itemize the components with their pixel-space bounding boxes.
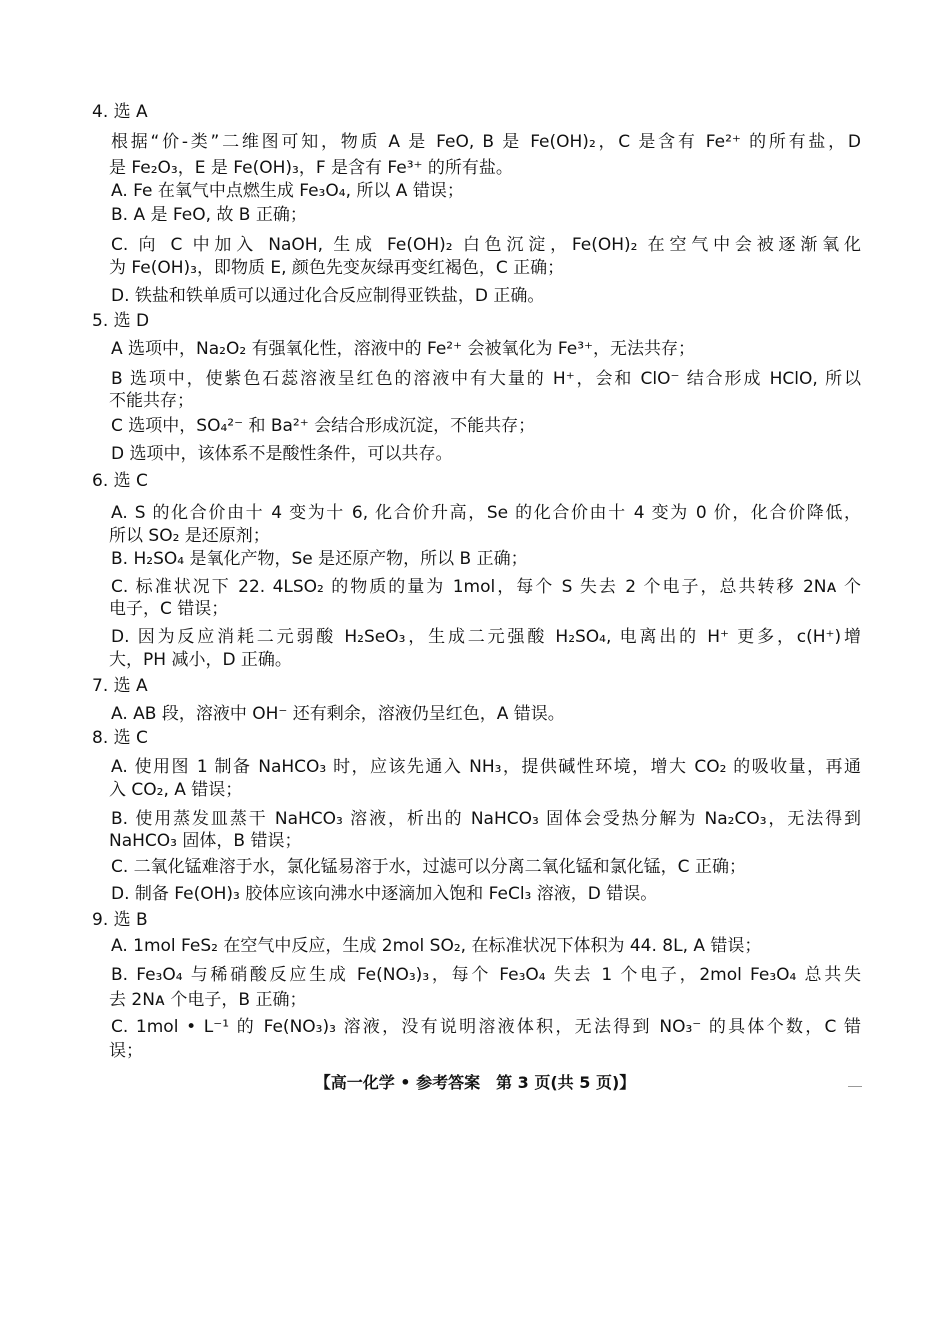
answer-9-option-b: B. Fe₃O₄ 与稀硝酸反应生成 Fe(NO₃)₃，每个 Fe₃O₄ 失去 1 个电子，2mol Fe₃O₄ 总共失	[111, 965, 861, 985]
answer-4-option-a: A. Fe 在氧气中点燃生成 Fe₃O₄, 所以 A 错误；	[111, 181, 464, 201]
answer-4-line: 为 Fe(OH)₃，即物质 E, 颜色先变灰绿再变红褐色，C 正确；	[109, 258, 565, 278]
answer-4-option-d: D. 铁盐和铁单质可以通过化合反应制得亚铁盐，D 正确。	[111, 286, 545, 306]
answer-5-line: C 选项中，SO₄²⁻ 和 Ba²⁺ 会结合形成沉淀，不能共存；	[111, 416, 536, 436]
answer-6-option-c: C. 标准状况下 22. 4LSO₂ 的物质的量为 1mol，每个 S 失去 2 个电子，总共转移 2Nᴀ 个	[111, 577, 861, 597]
answer-5-line: 不能共存；	[109, 391, 194, 411]
answer-8-option-c: C. 二氧化锰难溶于水，氯化锰易溶于水，过滤可以分离二氧化锰和氯化锰，C 正确；	[111, 857, 746, 877]
answer-8-heading: 8. 选 C	[92, 728, 148, 748]
answer-4-option-b: B. A 是 FeO, 故 B 正确；	[111, 205, 307, 225]
answer-9-option-c: C. 1mol • L⁻¹ 的 Fe(NO₃)₃ 溶液，没有说明溶液体积，无法得到 NO₃⁻ 的具体个数，C 错	[111, 1017, 861, 1037]
answer-8-line: 入 CO₂, A 错误；	[109, 780, 243, 800]
answer-4-option-c: C. 向 C 中加入 NaOH, 生成 Fe(OH)₂ 白色沉淀，Fe(OH)₂ 在空气中会被逐渐氧化	[111, 235, 861, 255]
answer-7-option-a: A. AB 段，溶液中 OH⁻ 还有剩余，溶液仍呈红色，A 错误。	[111, 704, 565, 724]
answer-6-option-d: D. 因为反应消耗二元弱酸 H₂SeO₃，生成二元强酸 H₂SO₄, 电离出的 H⁺ 更多，c(H⁺)增	[111, 627, 861, 647]
answer-9-heading: 9. 选 B	[92, 910, 148, 930]
answer-8-line: NaHCO₃ 固体，B 错误；	[109, 831, 302, 851]
answer-5-heading: 5. 选 D	[92, 311, 150, 331]
page-footer: 【高一化学 • 参考答案 第 3 页(共 5 页)】	[314, 1073, 636, 1092]
answer-6-line: 电子，C 错误；	[109, 599, 229, 619]
answer-6-line: 所以 SO₂ 是还原剂；	[109, 526, 270, 546]
answer-9-line: 去 2Nᴀ 个电子，B 正确；	[109, 990, 307, 1010]
answer-7-heading: 7. 选 A	[92, 676, 148, 696]
answer-8-option-d: D. 制备 Fe(OH)₃ 胶体应该向沸水中逐滴加入饱和 FeCl₃ 溶液，D 错误。	[111, 884, 658, 904]
answer-4-line: 是 Fe₂O₃，E 是 Fe(OH)₃，F 是含有 Fe³⁺ 的所有盐。	[109, 158, 513, 178]
answer-4-heading: 4. 选 A	[92, 102, 148, 122]
answer-4-line: 根据“价-类”二维图可知，物质 A 是 FeO, B 是 Fe(OH)₂，C 是含有 Fe²⁺ 的所有盐，D	[111, 132, 861, 152]
answer-8-option-b: B. 使用蒸发皿蒸干 NaHCO₃ 溶液，析出的 NaHCO₃ 固体会受热分解为 Na₂CO₃，无法得到	[111, 809, 861, 829]
answer-9-option-a: A. 1mol FeS₂ 在空气中反应，生成 2mol SO₂, 在标准状况下体积为 44. 8L, A 错误；	[111, 936, 762, 956]
answer-6-line: 大，PH 减小，D 正确。	[109, 650, 292, 670]
answer-5-line: A 选项中，Na₂O₂ 有强氧化性，溶液中的 Fe²⁺ 会被氧化为 Fe³⁺，无法共存；	[111, 339, 695, 359]
scan-mark	[848, 1086, 862, 1087]
answer-6-option-b: B. H₂SO₄ 是氧化产物，Se 是还原产物，所以 B 正确；	[111, 549, 528, 569]
answer-5-line: B 选项中，使紫色石蕊溶液呈红色的溶液中有大量的 H⁺，会和 ClO⁻ 结合形成 HClO, 所以	[111, 369, 861, 389]
answer-6-option-a: A. S 的化合价由十 4 变为十 6, 化合价升高，Se 的化合价由十 4 变为 0 价，化合价降低，	[111, 503, 861, 523]
answer-8-option-a: A. 使用图 1 制备 NaHCO₃ 时，应该先通入 NH₃，提供碱性环境，增大 CO₂ 的吸收量，再通	[111, 757, 861, 777]
answer-9-line: 误；	[109, 1041, 143, 1061]
answer-5-line: D 选项中，该体系不是酸性条件，可以共存。	[111, 444, 453, 464]
answer-6-heading: 6. 选 C	[92, 471, 148, 491]
